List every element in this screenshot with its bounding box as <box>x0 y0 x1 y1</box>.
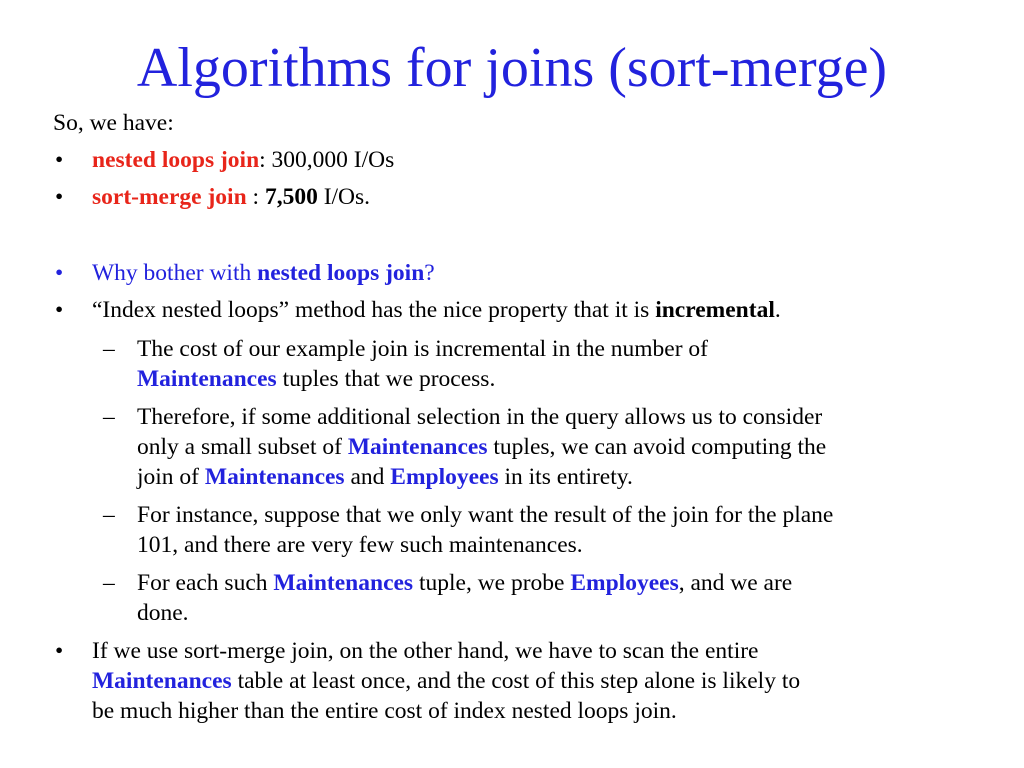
maintenances-term: Maintenances <box>204 464 345 490</box>
bullet-marker: • <box>55 297 64 323</box>
table-scan-text: table at least once, and the cost of this step alone is likely to <box>231 668 801 694</box>
sub-selection-line-3 <box>137 462 633 492</box>
sub-selection-line-1: Therefore, if some additional selection in the query allows us to consider <box>137 404 823 430</box>
question-mark: ? <box>424 260 435 286</box>
dash-marker: – <box>103 336 115 362</box>
why-bother-text: Why bother with <box>92 260 258 286</box>
bullet-marker: • <box>55 147 64 173</box>
maintenances-term: Maintenances <box>137 366 277 392</box>
sub-cost-line-1: The cost of our example join is incremental in the number of <box>137 336 709 362</box>
employees-term: Employees <box>570 570 679 596</box>
entirety-text: in its entirety. <box>498 464 633 490</box>
sort-merge-scan-line-2 <box>92 666 800 696</box>
for-each-text: For each such <box>137 570 274 596</box>
bullet-marker: • <box>55 638 64 664</box>
maintenances-term: Maintenances <box>347 434 488 460</box>
dash-marker: – <box>103 404 115 430</box>
subset-text: only a small subset of <box>137 434 348 460</box>
sub-probe-line-1 <box>137 568 792 598</box>
and-we-are-text: , and we are <box>678 570 793 596</box>
incremental-term: incremental <box>655 297 775 323</box>
index-nested-loops-text: “Index nested loops” method has the nice property that it is <box>92 297 656 323</box>
sort-merge-scan-line-1: If we use sort-merge join, on the other hand, we have to scan the entire <box>92 638 759 664</box>
sub-selection-line-2 <box>137 432 826 462</box>
sort-merge-cost-value: 7,500 <box>264 184 318 210</box>
join-of-text: join of <box>137 464 205 490</box>
separator: : <box>246 184 265 210</box>
avoid-computing-text: tuples, we can avoid computing the <box>487 434 827 460</box>
maintenances-term: Maintenances <box>273 570 414 596</box>
nested-loops-join-term: nested loops join <box>257 260 425 286</box>
sub-instance-line-1: For instance, suppose that we only want the result of the join for the plane <box>137 502 834 528</box>
sort-merge-join-term: sort-merge join <box>92 184 247 210</box>
nested-loops-join-term: nested loops join <box>92 147 260 173</box>
employees-term: Employees <box>390 464 499 490</box>
sub-probe-line-2: done. <box>137 600 189 626</box>
sub-cost-rest: tuples that we process. <box>276 366 496 392</box>
slide-title: Algorithms for joins (sort-merge) <box>136 37 888 99</box>
period: . <box>774 297 781 323</box>
bullet-marker: • <box>55 184 64 210</box>
bullet-why-bother <box>92 258 435 288</box>
intro-text: So, we have: <box>53 110 174 136</box>
sort-merge-scan-line-3: be much higher than the entire cost of index nested loops join. <box>92 698 677 724</box>
nested-loops-cost: : 300,000 I/Os <box>259 147 395 173</box>
sub-instance-line-2: 101, and there are very few such maintenances. <box>137 532 583 558</box>
bullet-nested-loops <box>92 145 394 175</box>
bullet-sort-merge <box>92 182 370 212</box>
dash-marker: – <box>103 570 115 596</box>
bullet-marker: • <box>55 260 64 286</box>
sub-cost-line-2 <box>137 364 495 394</box>
dash-marker: – <box>103 502 115 528</box>
tuple-probe-text: tuple, we probe <box>413 570 571 596</box>
and-text: and <box>344 464 391 490</box>
maintenances-term: Maintenances <box>92 668 232 694</box>
bullet-index-nested-loops <box>92 295 781 325</box>
sort-merge-cost-unit: I/Os. <box>317 184 371 210</box>
